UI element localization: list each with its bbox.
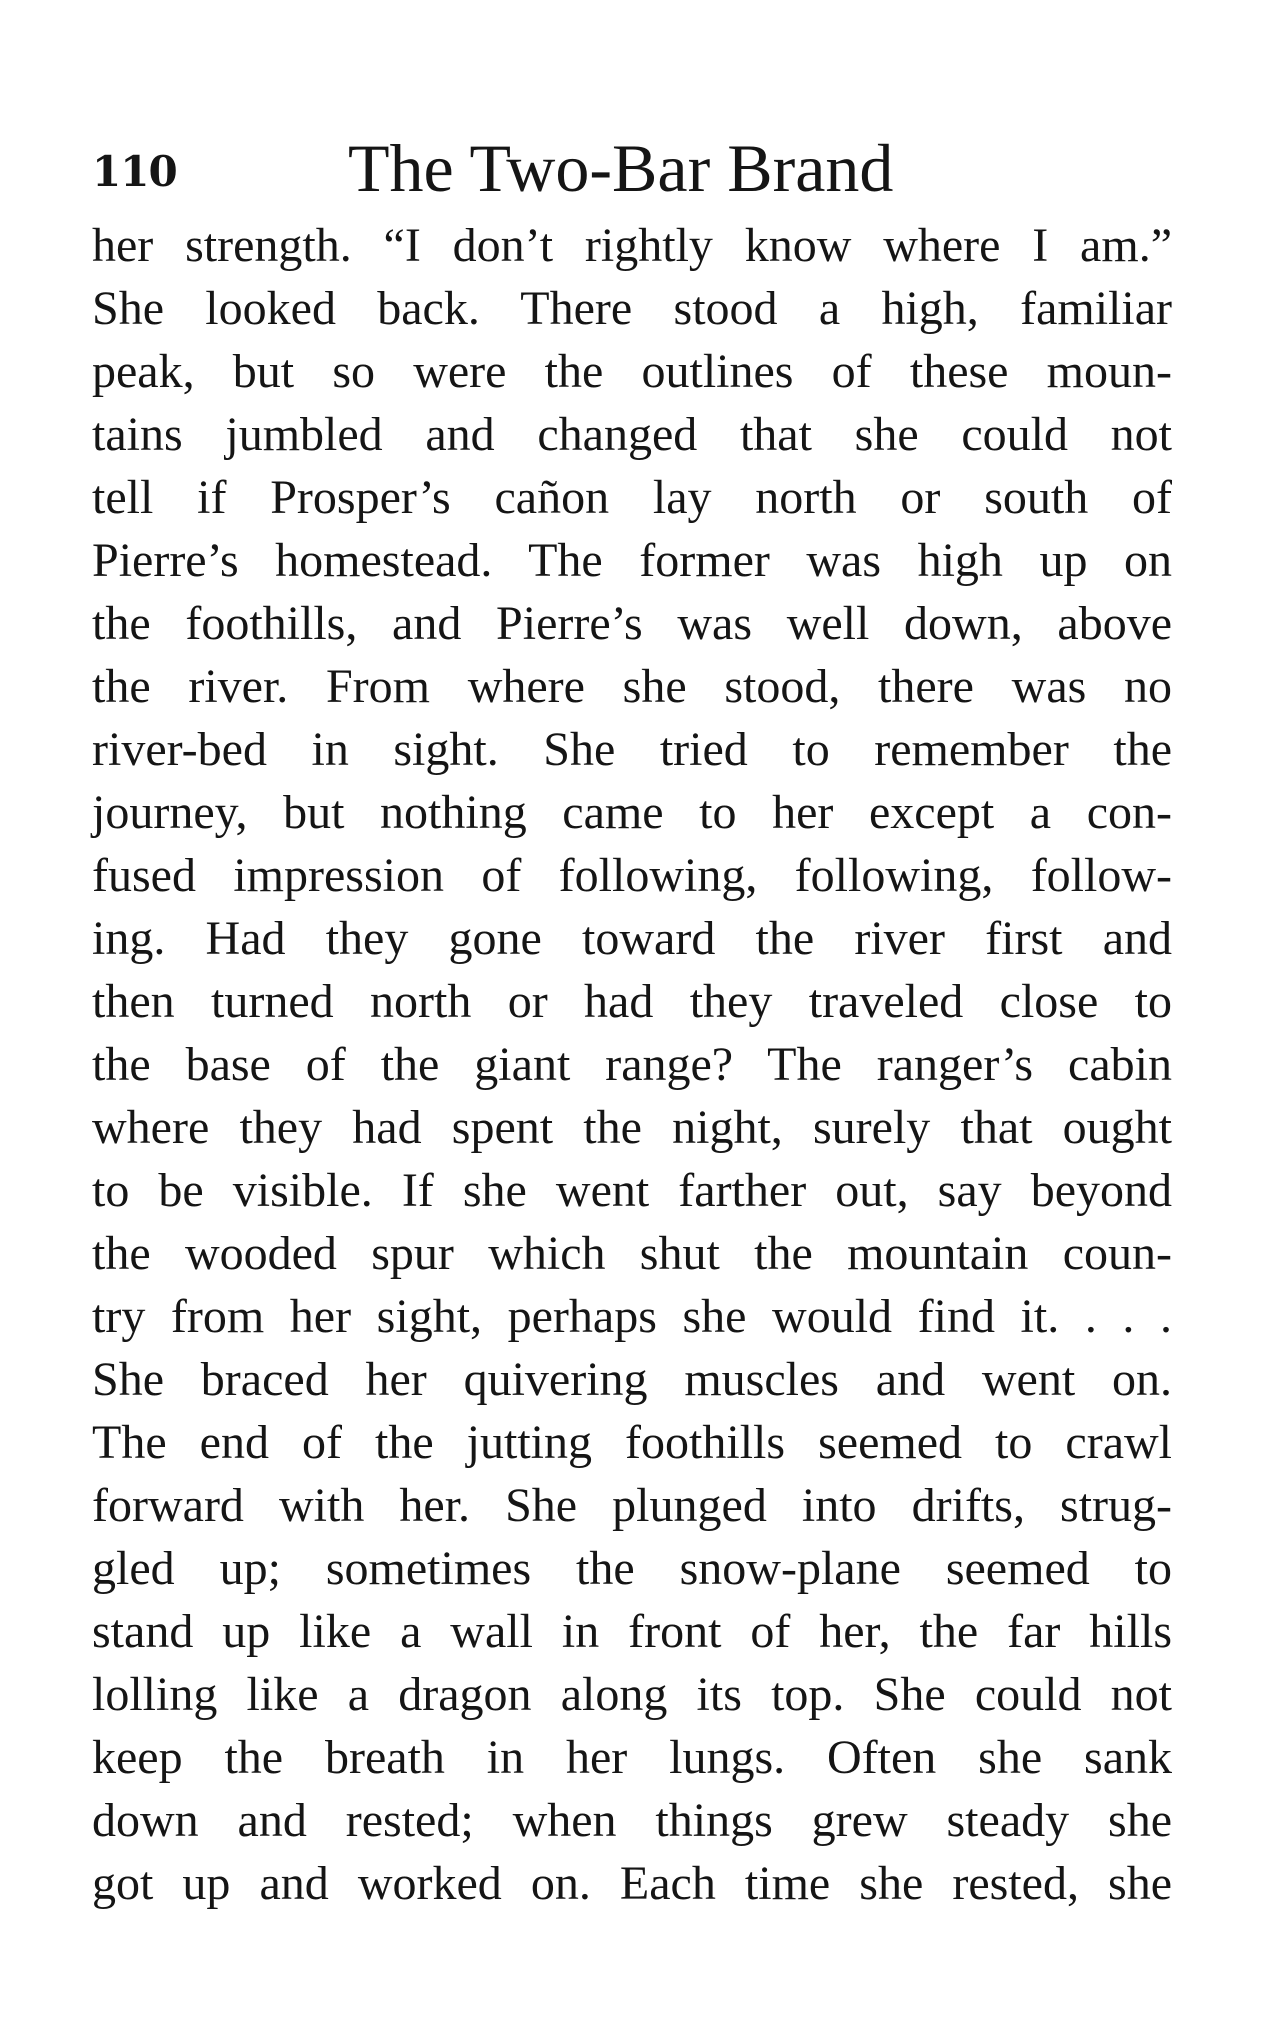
text-line: peak, but so were the outlines of these moun- [92,345,1172,398]
text-line: She looked back. There stood a high, familiar [92,282,1172,335]
text-line: down and rested; when things grew steady she [92,1794,1172,1847]
text-line: gled up; sometimes the snow-plane seemed to [92,1542,1172,1595]
text-line: then turned north or had they traveled close to [92,975,1172,1028]
text-line: She braced her quivering muscles and went on. [92,1353,1172,1406]
text-line: Pierre’s homestead. The former was high up on [92,534,1172,587]
text-line: the wooded spur which shut the mountain coun- [92,1227,1172,1280]
text-line: fused impression of following, following, follow- [92,849,1172,902]
running-header [92,128,1172,208]
text-line: tains jumbled and changed that she could not [92,408,1172,461]
text-line: the foothills, and Pierre’s was well down, above [92,597,1172,650]
text-line: journey, but nothing came to her except a con- [92,786,1172,839]
book-title: The Two-Bar Brand [348,130,894,206]
text-line: the base of the giant range? The ranger’s cabin [92,1038,1172,1091]
body-text [92,214,1172,1915]
text-line: got up and worked on. Each time she rested, she [92,1857,1172,1910]
text-line: ing. Had they gone toward the river first and [92,912,1172,965]
text-line: to be visible. If she went farther out, say beyond [92,1164,1172,1217]
text-line: the river. From where she stood, there was no [92,660,1172,713]
text-line: river-bed in sight. She tried to remember the [92,723,1172,776]
text-line: where they had spent the night, surely that ought [92,1101,1172,1154]
text-line: tell if Prosper’s cañon lay north or south of [92,471,1172,524]
text-line: The end of the jutting foothills seemed to crawl [92,1416,1172,1469]
text-line: forward with her. She plunged into drifts, strug- [92,1479,1172,1532]
text-line: keep the breath in her lungs. Often she sank [92,1731,1172,1784]
page-number: 110 [92,147,177,196]
text-line: stand up like a wall in front of her, the far hills [92,1605,1172,1658]
text-line: her strength. “I don’t rightly know where I am.” [92,219,1172,272]
text-line: lolling like a dragon along its top. She could not [92,1668,1172,1721]
text-line: try from her sight, perhaps she would find it. . . . [92,1290,1172,1343]
